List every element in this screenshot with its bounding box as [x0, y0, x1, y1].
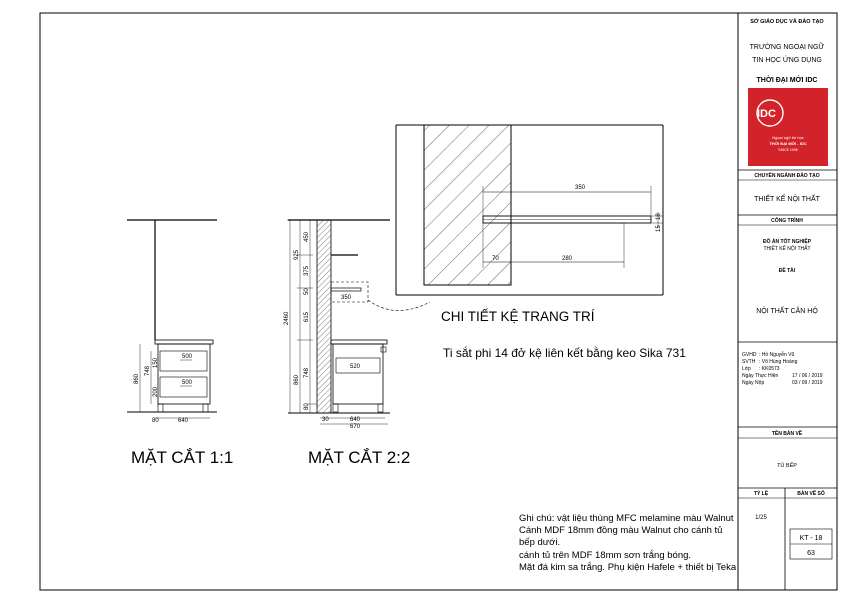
tb-svth: : Võ Hùng Hoàng [759, 359, 798, 365]
tb-project-2: THIẾT KẾ NỘI THẤT [763, 246, 811, 252]
s2-dim-520: 520 [350, 364, 361, 370]
tb-class-label: Lớp [742, 366, 751, 372]
note-line-3: cánh tủ trên MDF 18mm sơn trắng bóng. [519, 549, 692, 561]
detail-dim-18: 18 [656, 213, 662, 220]
tb-date-start: 17 / 06 / 2019 [792, 373, 823, 379]
tb-project-1: ĐỒ ÁN TỐT NGHIỆP [762, 239, 812, 245]
tb-school-3: THỜI ĐẠI MỚI IDC [756, 77, 818, 84]
tb-school-2: TIN HỌC ỨNG DỤNG [752, 57, 822, 64]
s2-dim-375: 375 [304, 265, 310, 276]
s1-dim-500a: 500 [182, 354, 193, 360]
section-1-title: MẶT CẮT 1:1 [131, 448, 234, 467]
tb-gvhd-label: GVHD [742, 352, 757, 358]
logo-line3: SINCE 1996 [778, 148, 798, 152]
tb-dept: SỞ GIÁO DỤC VÀ ĐÀO TẠO [750, 19, 824, 25]
detail-caption: Ti sắt phi 14 đở kệ liên kết bằng keo Sika 731 [443, 346, 686, 360]
s1-dim-860: 860 [134, 373, 140, 384]
section-1-drawing [127, 220, 217, 418]
s1-dim-80: 80 [152, 418, 159, 424]
tb-sheet-num: 63 [807, 550, 815, 557]
tb-date-start-label: Ngày Thực Hiện [742, 373, 779, 379]
school-logo [748, 88, 828, 166]
tb-scale-label: TỶ LỆ [753, 491, 769, 497]
tb-sheet-name-label: TÊN BẢN VẼ [771, 431, 803, 437]
s2-dim-615: 615 [304, 311, 310, 322]
detail-title: CHI TIẾT KỆ TRANG TRÍ [441, 309, 595, 324]
logo-line1: Ngoại ngữ tin học [772, 135, 804, 140]
s1-dim-500b: 500 [182, 380, 193, 386]
detail-dim-280: 280 [562, 256, 573, 262]
tb-topic-label: ĐỀ TÀI [778, 268, 796, 274]
note-line-1: Ghi chú: vật liệu thùng MFC melamine màu Walnut [519, 513, 734, 524]
detail-dim-15: 15 [656, 225, 662, 232]
tb-major: THIẾT KẾ NỘI THẤT [754, 196, 820, 203]
s2-dim-748: 748 [304, 367, 310, 378]
tb-scale: 1/25 [755, 515, 767, 521]
s1-dim-200: 200 [153, 386, 159, 397]
tb-topic: NỘI THẤT CĂN HỘ [756, 308, 818, 315]
material-notes [519, 513, 737, 574]
logo-line2: THỜI ĐẠI MỚI - IDC [769, 141, 807, 146]
s2-dim-2460: 2460 [284, 311, 290, 325]
s2-dim-925: 925 [294, 249, 300, 260]
s2-dim-50: 50 [304, 288, 310, 295]
s1-dim-640: 640 [178, 418, 189, 424]
tb-sheet-code: KT - 18 [799, 535, 823, 542]
tb-svth-label: SVTH [742, 359, 756, 365]
note-line-2: Cánh MDF 18mm đồng màu Walnut cho cánh tủ bếp dưới. [519, 525, 723, 549]
logo-text: IDC [757, 108, 776, 120]
s2-dim-860: 860 [294, 374, 300, 385]
tb-sheet-name: TỦ BẾP [777, 463, 797, 469]
sheet-border [40, 13, 837, 590]
s2-dim-350: 350 [341, 295, 352, 301]
s2-dim-640: 640 [350, 417, 361, 423]
tb-gvhd: : Hồ Nguyễn Vũ [759, 352, 795, 358]
section-2-title: MẶT CẮT 2:2 [308, 448, 411, 467]
tb-sheet-no-label: BẢN VẼ SỐ [797, 491, 825, 497]
tb-major-label: CHUYÊN NGÀNH ĐÀO TẠO [754, 173, 820, 179]
tb-date-submit: 03 / 09 / 2019 [792, 380, 823, 386]
s2-dim-30: 30 [322, 417, 329, 423]
s2-dim-80: 80 [304, 403, 310, 410]
tb-class: : KK0573 [759, 366, 780, 372]
tb-date-submit-label: Ngày Nộp [742, 380, 765, 386]
tb-project-label: CÔNG TRÌNH [771, 218, 803, 224]
s2-dim-670: 670 [350, 424, 361, 430]
shelf-detail-drawing [396, 125, 663, 295]
note-line-4: Mặt đá kim sa trắng. Phụ kiện Hafele + thiết bị Teka [519, 561, 737, 573]
s1-dim-150: 150 [153, 357, 159, 368]
detail-dim-350: 350 [575, 185, 586, 191]
s1-dim-748: 748 [145, 365, 151, 376]
detail-dim-70: 70 [492, 256, 499, 262]
tb-school-1: TRƯỜNG NGOẠI NGỮ [749, 44, 825, 51]
s2-dim-450: 450 [304, 231, 310, 242]
